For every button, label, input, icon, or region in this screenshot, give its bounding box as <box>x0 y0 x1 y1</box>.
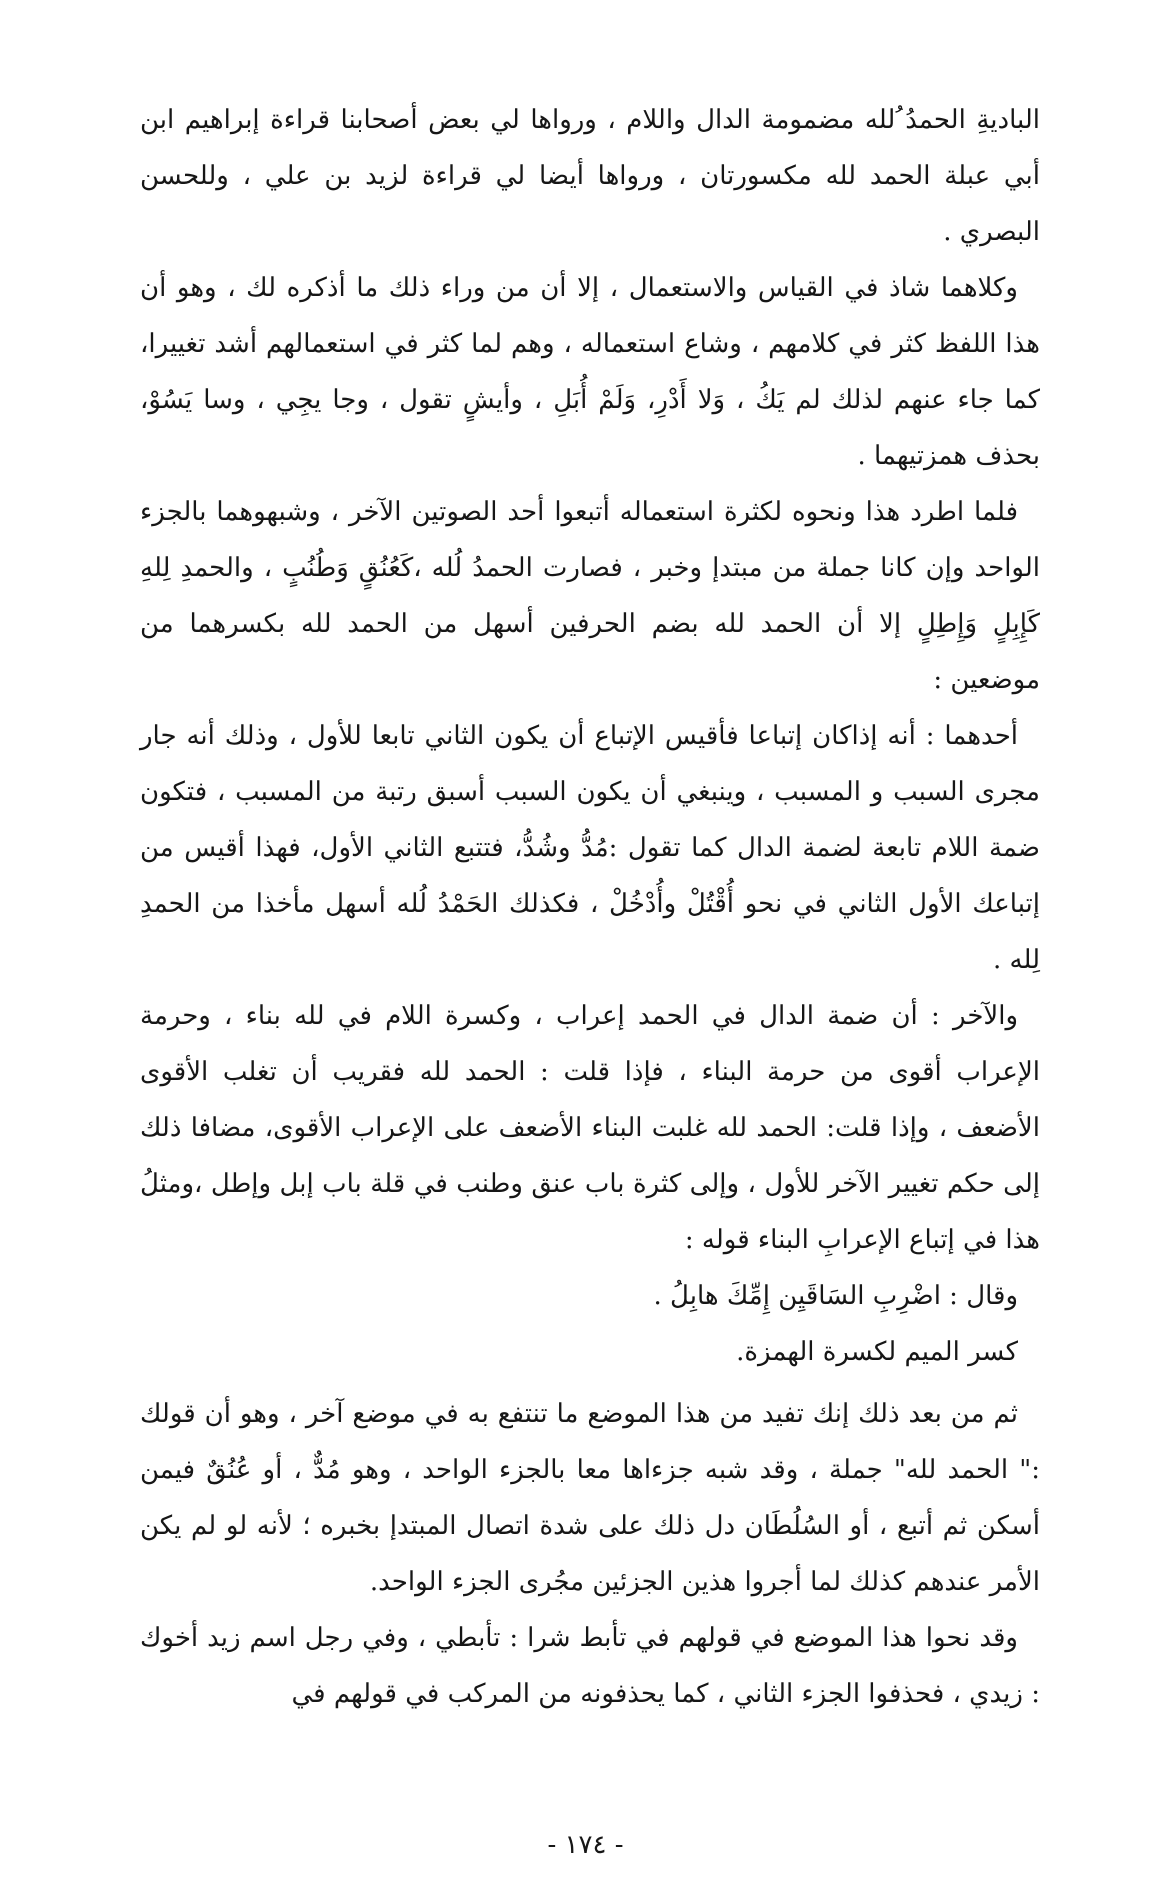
paragraph-3: فلما اطرد هذا ونحوه لكثرة استعماله أتبعوا أحد الصوتين الآخر ، وشبهوهما بالجزء الواحد وإن كانا جملة من مبتدإ وخبر ، فصارت الحمدُ لُله ،كَعُنُقٍ وَطُنُبٍ ، والحمدِ لِلهِ كَإِبِلٍ وَإِطِلٍ إلا أن الحمد لله بضم الحرفين أسهل من الحمد لله بكسرهما من موضعين : <box>140 497 1040 695</box>
paragraph-1: الباديةِ الحمدُ ُلله مضمومة الدال واللام ، ورواها لي بعض أصحابنا قراءة إبراهيم ابن أبي عبلة الحمد لله مكسورتان ، ورواها أيضا لي قراءة لزيد بن علي ، وللحسن البصري . <box>140 105 1040 247</box>
document-body <box>140 92 1040 1722</box>
paragraph-6: ثم من بعد ذلك إنك تفيد من هذا الموضع ما تنتفع به في موضع آخر ، وهو أن قولك :" الحمد لله" جملة ، وقد شبه جزءاها معا بالجزء الواحد ، وهو مُدٌّ ، أو عُنُقٌ فيمن أسكن ثم أتبع ، أو السُلُطَان دل ذلك على شدة اتصال المبتدإ بخبره ؛ لأنه لو لم يكن الأمر عندهم كذلك لما أجروا هذين الجزئين مجُرى الجزء الواحد. <box>140 1399 1040 1597</box>
paragraph-7: وقد نحوا هذا الموضع في قولهم في تأبط شرا : تأبطي ، وفي رجل اسم زيد أخوك : زيدي ، فحذفوا الجزء الثاني ، كما يحذفونه من المركب في قولهم في <box>140 1623 1040 1709</box>
verse-line-1: وقال : اضْرِبِ السَاقَيِن إِمِّكَ هابِلُ . <box>653 1281 1018 1311</box>
page-number: - ١٧٤ - <box>547 1830 624 1860</box>
paragraph-5: والآخر : أن ضمة الدال في الحمد إعراب ، وكسرة اللام في لله بناء ، وحرمة الإعراب أقوى من حرمة البناء ، فإذا قلت : الحمد لله فقريب أن تغلب الأقوى الأضعف ، وإذا قلت: الحمد لله غلبت البناء الأضعف على الإعراب الأقوى، مضافا ذلك إلى حكم تغيير الآخر للأول ، وإلى كثرة باب عنق وطنب في قلة باب إبل وإطل ،ومثلُ هذا في إتباع الإعرابِ البناء قوله : <box>140 1001 1041 1255</box>
paragraph-4: أحدهما : أنه إذاكان إتباعا فأقيس الإتباع أن يكون الثاني تابعا للأول ، وذلك أنه جار مجرى السبب و المسبب ، وينبغي أن يكون السبب أسبق رتبة من المسبب ، فتكون ضمة اللام تابعة لضمة الدال كما تقول :مُدُّ وشُدُّ، فتتبع الثاني الأول، فهذا أقيس من إتباعك الأول الثاني في نحو أُقْتُلْ وأُدْخُلْ ، فكذلك الحَمْدُ لُله أسهل مأخذا من الحمدِ لِله . <box>140 721 1040 975</box>
verse-line-2: كسر الميم لكسرة الهمزة. <box>736 1337 1018 1367</box>
paragraph-2: وكلاهما شاذ في القياس والاستعمال ، إلا أن من وراء ذلك ما أذكره لك ، وهو أن هذا اللفظ كثر في كلامهم ، وشاع استعماله ، وهم لما كثر في استعمالهم أشد تغييرا، كما جاء عنهم لذلك لم يَكُ ، وَلا أَدْرِ، وَلَمْ أُبَلِ ، وأيشٍ تقول ، وجا يجِي ، وسا يَسُوْ، بحذف همزتيهما . <box>140 273 1040 471</box>
